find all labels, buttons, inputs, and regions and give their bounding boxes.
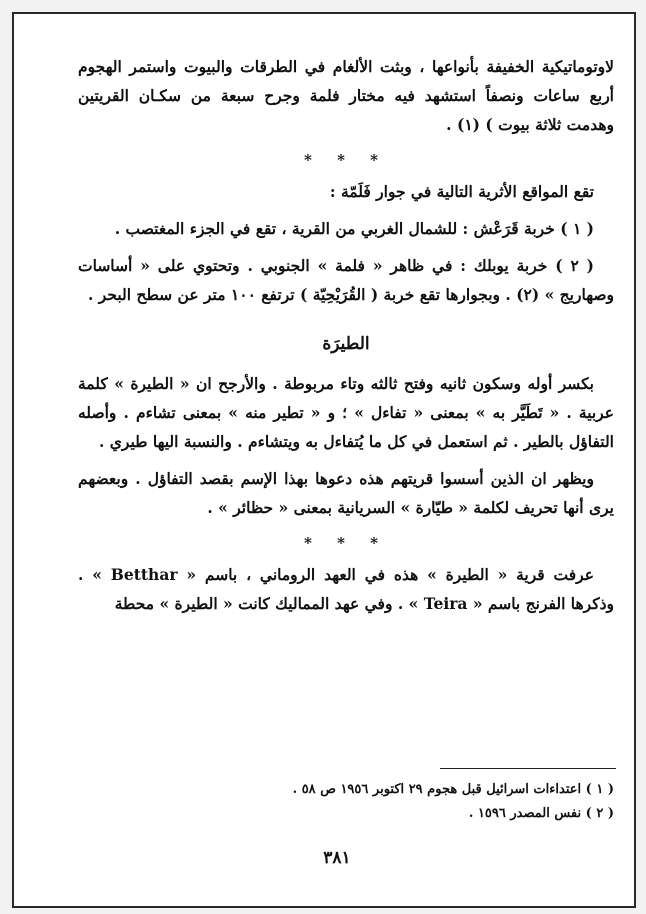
section-heading: الطيرَة — [322, 334, 370, 354]
page-body — [78, 52, 614, 618]
section-separator: * * * — [304, 151, 388, 169]
list-item-site-1: ( ١ ) خربة قَرَعْش : للشمال الغربي من القرية ، تقع في الجزء المغتصب . — [114, 219, 594, 238]
paragraph-etymology: بكسر أوله وسكون ثانيه وفتح ثالثه وتاء مربوطة . والأرجح ان « الطيرة » كلمة عربية . « تَطَيَّر به » بمعنى « تفاءل » ؛ و « تطير منه » بمعنى تشاءم . وأصله التفاؤل بالطير . ثم استعمل في كل ما يُتفاءل به ويتشاءم . والنسبة اليها طيري . — [78, 374, 614, 451]
section-separator-2: * * * — [304, 534, 388, 552]
paragraph-history: عرفت قرية « الطيرة » هذه في العهد الروماني ، باسم « Betthar » . وذكرها الفرنج باسم « Teira » . وفي عهد المماليك كانت « الطيرة » محطة — [78, 565, 614, 613]
footnotes — [234, 778, 614, 826]
list-item-site-2: ( ٢ ) خربة يوبلك : في ظاهر « فلمة » الجنوبي . وتحتوي على « أساسات وصهاريج » (٢) . وبجوارها تقع خربة ( القُرَيْحِيّة ) ترتفع ١٠٠ متر عن سطح البحر . — [78, 256, 614, 304]
paragraph-archaeological-intro: تقع المواقع الأثرية التالية في جوار فَلَمّة : — [329, 182, 594, 201]
page-number: ٣٨١ — [323, 848, 351, 868]
page-frame — [12, 12, 636, 908]
paragraph-attack-account: لاوتوماتيكية الخفيفة بأنواعها ، وبثت الألغام في الطرقات والبيوت واستمر الهجوم أربع ساعات ونصفاً استشهد فيه مختار فلمة وجرح سبعة من سكـان القريتين وهدمت ثلاثة بيوت ) (١) . — [78, 57, 614, 134]
footnote-2: ( ٢ ) نفس المصدر ١٥٩٦ . — [468, 806, 614, 821]
footnote-divider — [440, 768, 616, 769]
footnote-1: ( ١ ) اعتداءات اسرائيل قبل هجوم ٢٩ اكتوبر ١٩٥٦ ص ٥٨ . — [292, 782, 614, 797]
paragraph-naming: ويظهر ان الذين أسسوا قريتهم هذه دعوها بهذا الإسم بقصد التفاؤل . وبعضهم يرى أنها تحريف لكلمة « طيّارة » السريانية بمعنى « حظائر » . — [78, 469, 614, 517]
